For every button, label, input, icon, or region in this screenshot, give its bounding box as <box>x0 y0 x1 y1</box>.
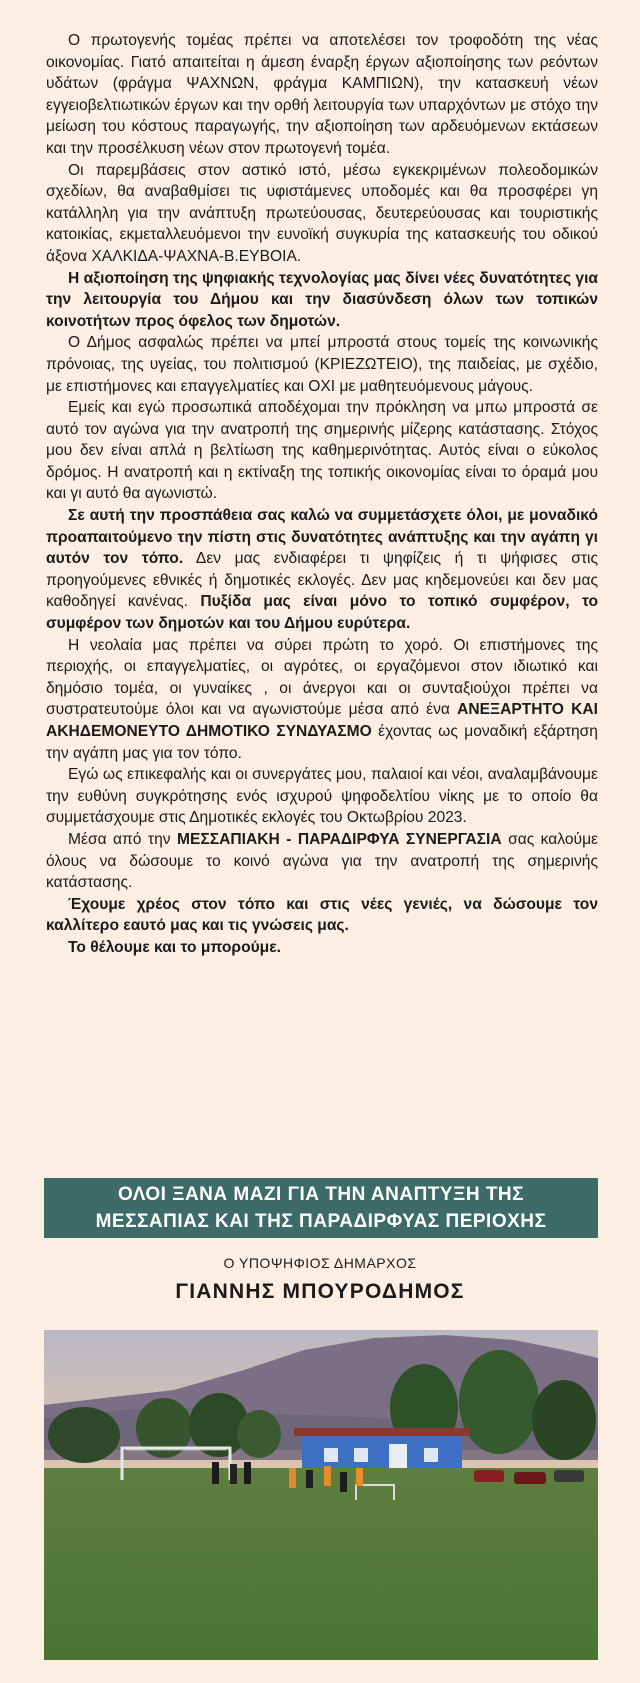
cars <box>474 1470 584 1484</box>
article-body <box>46 30 598 959</box>
slogan-line-2: ΜΕΣΣΑΠΙΑΣ ΚΑΙ ΤΗΣ ΠΑΡΑΔΙΡΦΥΑΣ ΠΕΡΙΟΧΗΣ <box>95 1211 547 1232</box>
bold-run: ΜΕΣΣΑΠΙΑΚΗ - ΠΑΡΑΔΙΡΦΥΑ ΣΥΝΕΡΓΑΣΙΑ <box>177 830 502 848</box>
grass-field <box>44 1468 598 1660</box>
text-run: Μέσα από την <box>68 830 178 848</box>
text-run: έχοντας ως μοναδική εξάρτηση την αγάπη μας για τον τόπο. <box>46 723 598 762</box>
football-field-photo <box>44 1330 598 1660</box>
paragraph: Η αξιοποίηση της ψηφιακής τεχνολογίας μας δίνει νέες δυνατότητες για την λειτουργία του Δήμου και την διασύνδεση όλων των τοπικών κοινοτήτων προς όφελος των δημοτών. <box>46 269 598 330</box>
text-run: Η νεολαία μας πρέπει να σύρει πρώτη το χορό. Οι επιστήμονες της περιοχής, οι επαγγελματίες, οι αγρότες, οι εργαζόμενοι στον ιδιωτικό και δημόσιο τομέα, οι γυναίκες , οι άνεργοι και οι συνταξιούχοι πρέπει να συστρατευτούμε όλοι και να αγωνιστούμε μέσα από ένα <box>46 636 598 719</box>
candidate-role: Ο ΥΠΟΨΗΦΙΟΣ ΔΗΜΑΡΧΟΣ <box>223 1255 417 1271</box>
paragraph: Εγώ ως επικεφαλής και οι συνεργάτες μου, παλαιοί και νέοι, αναλαμβάνουμε την ευθύνη συγκρότησης ενός ισχυρού ψηφοδελτίου νίκης με το οποίο θα συμμετάσχουμε στις Δημοτικές εκλογές του Οκτωβρίου 2023. <box>46 766 598 827</box>
paragraph <box>46 505 598 635</box>
paragraph <box>46 829 598 894</box>
paragraph: Εμείς και εγώ προσωπικά αποδέχομαι την πρόκληση να μπω μπροστά σε αυτό τον αγώνα για την ανατροπή της σημερινής μίζερης κατάστασης. Στόχος μου δεν είναι απλά η βελτίωση της καθημερινότητας. Αυτός είναι ο εύκολος δρόμος. Η ανατροπή και η εκτίναξη της τοπικής οικονομίας είναι το όραμά μου και γι αυτό θα αγωνιστώ. <box>46 399 598 503</box>
paragraph: Οι παρεμβάσεις στον αστικό ιστό, μέσω εγκεκριμένων πολεοδομικών σχεδίων, θα αναβαθμίσει τις υφιστάμενες υποδομές και θα προσφέρει γη κατάλληλη για την ανάπτυξη πρωτεύουσας, δευτερεύουσας και τουριστικής κατοικίας, εκμεταλλευόμενοι την ευνοϊκή συγκυρία της κατασκευής του οδικού άξονα ΧΑΛΚΙΔΑ-ΨΑΧΝΑ-Β.ΕΥΒΟΙΑ. <box>46 161 598 265</box>
slogan-line-1: ΟΛΟΙ ΞΑΝΑ ΜΑΖΙ ΓΙΑ ΤΗΝ ΑΝΑΠΤΥΞΗ ΤΗΣ <box>117 1184 525 1205</box>
candidate-name: ΓΙΑΝΝΗΣ ΜΠΟΥΡΟΔΗΜΟΣ <box>175 1280 465 1303</box>
bold-run: ΑΝΕΞΑΡΤΗΤΟ ΚΑΙ ΑΚΗΔΕΜΟΝΕΥΤΟ ΔΗΜΟΤΙΚΟ ΣΥΝΔΥΑΣΜΟ <box>46 701 598 740</box>
bold-run: Πυξίδα μας είναι μόνο το τοπικό συμφέρον, το συμφέρον των δημοτών και του Δήμου ευρύτερα. <box>46 593 598 633</box>
paragraph: Έχουμε χρέος στον τόπο και στις νέες γενιές, να δώσουμε τον καλλίτερο εαυτό μας και τις γνώσεις μας. <box>46 895 598 935</box>
paragraph: Ο πρωτογενής τομέας πρέπει να αποτελέσει τον τροφοδότη της νέας οικονομίας. Γιατό απαιτείται η άμεση έναρξη έργων αξιοποίησης των ρεόντων υδάτων (φράγμα ΨΑΧΝΩΝ, φράγμα ΚΑΜΠΙΩΝ), την κατασκευή νέων εγγειοβελτιωτικών έργων και την ορθή λειτουργία των υπαρχόντων με στόχο την μείωση του κόστους παραγωγής, την αξιοποίηση των αρδευόμενων εκτάσεων και την προσέλκυση νέων στον πρωτογενή τομέα. <box>46 32 598 157</box>
text-run: Δεν μας ενδιαφέρει τι ψηφίζεις ή τι ψήφισες στις προηγούμενες εθνικές ή δημοτικές εκλογές. Δεν μας κηδεμονεύει και δεν μας καθοδηγεί κανένας. <box>46 550 598 611</box>
paragraph: Ο Δήμος ασφαλώς πρέπει να μπεί μπροστά στους τομείς της κοινωνικής πρόνοιας, της υγείας, του πολιτισμού (ΚΡΙΕΖΩΤΕΙΟ), της παιδείας, με σχέδιο, με επιστήμονες και επαγγελματίες και ΟΧΙ με μαθητευόμενους μάγους. <box>46 334 598 395</box>
photo-illustration <box>44 1330 598 1660</box>
paragraph: Το θέλουμε και το μπορούμε. <box>68 938 281 956</box>
paragraph <box>46 635 598 765</box>
bold-run: Σε αυτή την προσπάθεια σας καλώ να συμμετάσχετε όλοι, με μοναδικό προαπαιτούμενο την πίστη στις δυνατότητες ανάπτυξης και την αγάπη γι αυτόν τον τόπο. <box>46 507 598 568</box>
slogan-banner <box>44 1178 598 1238</box>
text-run: σας καλούμε όλους να δώσουμε το κοινό αγώνα για την ανατροπή της σημερινής κατάστασης. <box>46 830 599 892</box>
